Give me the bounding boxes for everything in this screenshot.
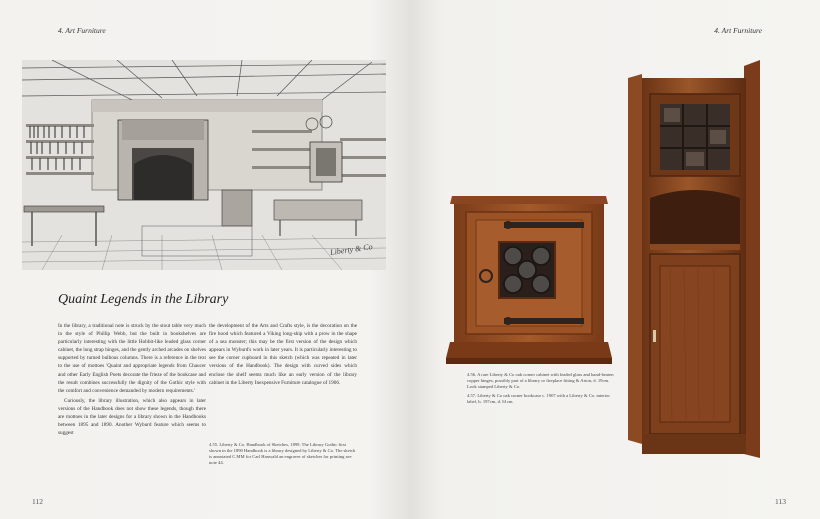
page-number-right: 113 [775, 497, 786, 506]
corner-cabinet-photo [446, 190, 614, 370]
sketch-signature: Liberty & Co [329, 242, 374, 257]
page-number-left: 112 [32, 497, 43, 506]
body-column-2 [209, 322, 357, 389]
paragraph: In the library, a traditional note is struck by the stout table very much in the style of Phillip Webb, but the built in bookshelves are particularly interesting with the little Hobbit-like leaded glass corner cabinet, the long strap hinges, and the gently arched arcades on shelves supported by turned bulbous columns. There is a reference in the text to the use of mottoes 'Quaint and appropriate legends from Chaucer and other Early English Poets decorate the frieze of the bookcase and the result combines successfully the dignity of the Gothic style with the comfort and convenience demanded by modern requirements.' [58, 323, 206, 394]
section-heading: Quaint Legends in the Library [58, 292, 229, 307]
caption-text: 4.55. Liberty & Co. Handbook of Sketches, 1899. The Library Gothic first shown in the 1890 Handbook is a library designed by Liberty & Co. The sketch is annotated C.MM for Carl Hanwald an engraver of sketches for printing see note 44. [209, 442, 356, 466]
caption-4-56: 4.56. A rare Liberty & Co oak corner cabinet with leaded glass and hand-beaten copper hinges, possibly part of a library or fireplace fitting & Arton, d. 19cm. Look stamped Liberty & Co. [467, 372, 614, 390]
figure-caption-4-55 [209, 442, 359, 469]
library-sketch-illustration [22, 60, 386, 270]
body-column-1 [58, 322, 206, 439]
running-head-left: 4. Art Furniture [58, 26, 106, 35]
paragraph: the development of the Arts and Crafts style, is the decoration on the fire hood which featured a Viking long-ship with a prow in the shape of a sea monster; this may be the first version of the design which appears in Wyburd's work in later years. It is particularly interesting to see the corner cupboard in this sketch (which was repeated in later versions of the Handbook). The design with curved sides which enclose the shelf seems much like an early version of the library cabinet in the Liberty Inexpensive Furniture catalogue of 1906. [209, 323, 357, 386]
caption-4-57: 4.57. Liberty & Co oak corner bookcase c. 1907 with a Liberty & Co. interior label, h. 197cm, d. 61cm. [467, 393, 610, 405]
corner-bookcase-photo [626, 58, 762, 460]
figure-captions-right [467, 372, 617, 408]
running-head-right: 4. Art Furniture [714, 26, 762, 35]
paragraph: Curiously, the library illustration, which also appears in later versions of the Handbook does not show these legends, though there are mottoes in the later designs for a library shown in the Handbooks between 1895 and 1890. Another Wyburd feature which seems to suggest [58, 397, 206, 437]
right-page [410, 0, 820, 519]
